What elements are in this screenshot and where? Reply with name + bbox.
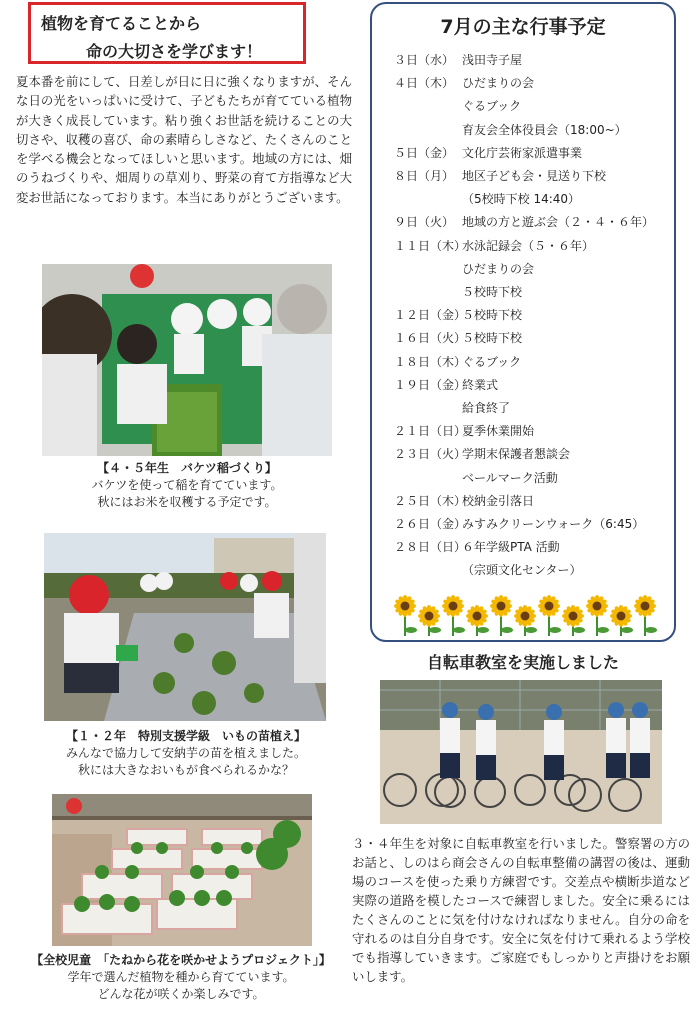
headline-line1: 植物を育てることから xyxy=(41,14,202,33)
sunflower-icon xyxy=(586,595,609,636)
sunflower-icon xyxy=(394,595,417,636)
schedule-date: １６日（火） xyxy=(394,331,467,346)
schedule-event: ６年学級PTA 活動 xyxy=(462,540,560,555)
schedule-event: ぐるブック xyxy=(462,99,522,114)
caption-line: バケツを使って稲を育てています。 xyxy=(91,478,283,492)
caption-title: 【１・２年 特別支援学級 いもの苗植え】 xyxy=(65,729,306,743)
schedule-date: ４日（木） xyxy=(394,76,455,91)
schedule-event: 地区子ども会・見送り下校 xyxy=(462,169,607,183)
caption-title: 【４・５年生 バケツ稲づくり】 xyxy=(97,461,277,475)
schedule-date: ２３日（火） xyxy=(394,447,467,462)
sunflower-icon xyxy=(610,605,633,636)
bike-paragraph: ３・４年生を対象に自転車教室を行いました。警察署の方のお話と、しのはら商会さんの自転車整備の講習の後は、運動場のコースを使った乗り方練習です。交差点や横断歩道など実際の道路を模したコースで練習しました。安全に乗るにはたくさんのことに気を付けなければなりません。自分の命を守れるのは自分自身です。安全に気を付けて乗れるよう学校でも指導していきます。ご家庭でもしっかりと声掛けをお願いします。 xyxy=(352,836,690,984)
schedule-event: 水泳記録会（５・６年） xyxy=(462,238,595,253)
headline-box xyxy=(28,2,306,64)
photo-potato-planting xyxy=(44,533,326,721)
sunflower-icon xyxy=(490,595,513,636)
caption-flower-project xyxy=(6,952,356,1003)
schedule-event: 夏季休業開始 xyxy=(462,424,535,439)
schedule-date: ２８日（日） xyxy=(394,540,467,555)
schedule-date: ９日（火） xyxy=(394,215,455,230)
schedule-event: ひだまりの会 xyxy=(462,261,535,276)
schedule-date: ３日（水） xyxy=(394,53,455,67)
schedule-event: 浅田寺子屋 xyxy=(462,53,523,67)
photo-bucket-rice xyxy=(42,264,332,456)
schedule-event: 給食終了 xyxy=(462,401,511,415)
sunflower-decoration xyxy=(392,592,658,636)
schedule-date: ２６日（金） xyxy=(394,517,467,531)
schedule-date: ５日（金） xyxy=(394,145,455,160)
schedule-title: 7月の主な行事予定 xyxy=(440,16,606,38)
sunflower-icon xyxy=(466,605,489,636)
schedule-date: １１日（木） xyxy=(394,238,467,253)
schedule-event: （5校時下校 14:40） xyxy=(462,192,581,207)
schedule-event: ５校時下校 xyxy=(462,331,523,346)
sunflower-icon xyxy=(562,605,585,636)
sunflower-icon xyxy=(634,595,657,636)
bike-section-title: 自転車教室を実施しました xyxy=(426,653,619,672)
sunflower-icon xyxy=(418,605,441,636)
schedule-event: ５校時下校 xyxy=(462,308,523,323)
sunflower-icon xyxy=(538,595,561,636)
schedule-date: ２１日（日） xyxy=(394,424,467,439)
schedule-event: ぐるブック xyxy=(462,354,522,369)
schedule-date: １９日（金） xyxy=(394,377,467,392)
schedule-date: ８日（月） xyxy=(394,169,455,183)
schedule-event: ひだまりの会 xyxy=(462,76,535,91)
schedule-date: １８日（木） xyxy=(394,354,467,369)
caption-line: 秋には大きなおいもが食べられるかな？ xyxy=(77,763,294,777)
schedule-event: 学期末保護者懇談会 xyxy=(462,447,571,462)
schedule-event: 育友会全体役員会（18:00~） xyxy=(462,122,627,137)
caption-potato-planting xyxy=(18,728,354,779)
schedule-date: ２５日（木） xyxy=(394,493,467,508)
caption-bucket-rice xyxy=(26,460,348,511)
sunflower-icon xyxy=(514,605,537,636)
photo-bicycle-class xyxy=(380,680,662,824)
schedule-event: ベールマーク活動 xyxy=(462,470,558,485)
headline-line2: 命の大切さを学びます！ xyxy=(86,42,263,61)
intro-paragraph: 夏本番を前にして、日差しが日に日に強くなりますが、そんな日の光をいっぱいに受けて、子どもたちが育てている植物が大きく成長しています。粘り強くお世話を続けることの大切さや、収穫の喜び、命の素晴らしさなど、たくさんのことを学べる機会となってほしいと思います。地域の方には、畑のうねづくりや、畑周りの草刈り、野菜の育て方指導など大変お世話になっております。本当にありがとうございます。 xyxy=(16,74,352,205)
caption-title: 【全校児童 「たねから花を咲かせようプロジェクト」】 xyxy=(31,953,331,967)
schedule-event: 地域の方と遊ぶ会（２・４・６年） xyxy=(462,215,655,230)
schedule-event: （宗頭文化センター） xyxy=(462,563,582,578)
schedule-date: １２日（金） xyxy=(394,308,467,323)
caption-line: どんな花が咲くか楽しみです。 xyxy=(97,987,265,1001)
schedule-box xyxy=(370,2,676,642)
sunflower-icon xyxy=(442,595,465,636)
schedule-event: みすみクリーンウォーク（6:45） xyxy=(462,517,645,531)
photo-flower-planters xyxy=(52,794,312,946)
caption-line: 秋にはお米を収穫する予定です。 xyxy=(97,495,277,509)
schedule-event: 終業式 xyxy=(462,377,499,392)
caption-line: みんなで協力して安納芋の苗を植えました。 xyxy=(65,746,306,760)
schedule-event: 文化庁芸術家派遣事業 xyxy=(462,145,583,160)
caption-line: 学年で選んだ植物を種から育てています。 xyxy=(67,970,295,984)
schedule-event: 校納金引落日 xyxy=(462,493,535,508)
schedule-event: ５校時下校 xyxy=(462,285,523,299)
